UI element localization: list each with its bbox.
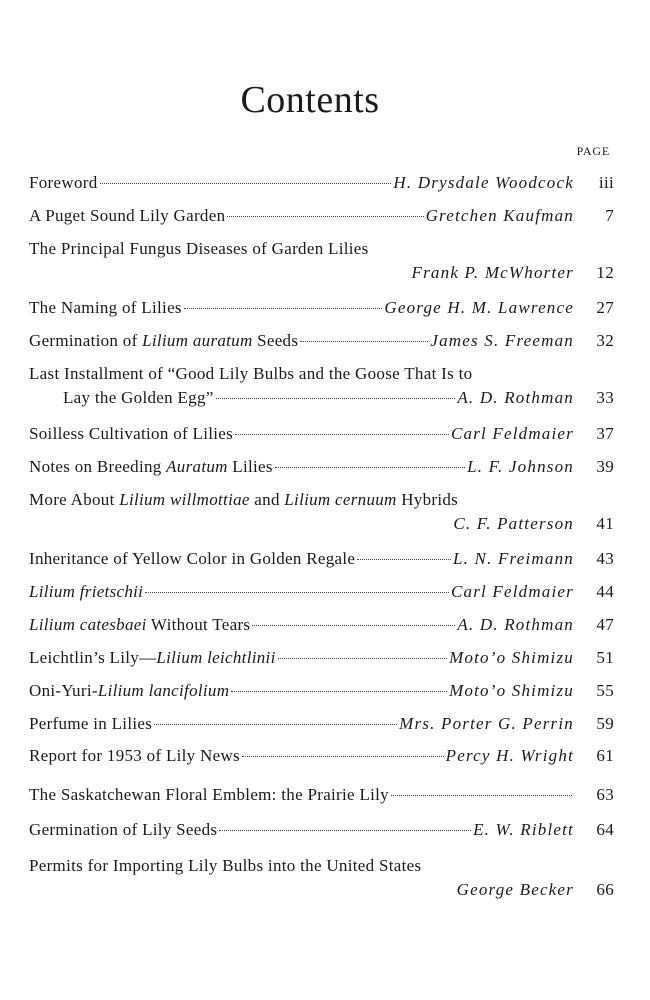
toc-entry — [29, 298, 614, 322]
page-title: Contents — [240, 79, 380, 121]
entry-title: The Principal Fungus Diseases of Garden Lilies — [29, 239, 369, 258]
entry-author: E. W. Riblett — [473, 820, 574, 839]
toc-entry — [29, 490, 614, 538]
entry-author: Mrs. Porter G. Perrin — [399, 714, 574, 733]
entry-author: A. D. Rothman — [457, 388, 574, 407]
entry-page: 33 — [596, 388, 614, 407]
entry-title: Last Installment of “Good Lily Bulbs and the Goose That Is to — [29, 364, 473, 383]
dot-leader — [216, 398, 456, 399]
dot-leader — [145, 592, 449, 593]
toc-entry — [29, 206, 614, 230]
entry-author: C. F. Patterson — [453, 514, 574, 533]
entry-title: Leichtlin’s Lily—Lilium leichtlinii — [29, 648, 276, 667]
entry-author: A. D. Rothman — [457, 615, 574, 634]
toc-entry — [29, 457, 614, 481]
entry-page: 37 — [596, 424, 614, 443]
entry-page: 55 — [596, 681, 614, 700]
entry-page: 43 — [596, 549, 614, 568]
entry-page: 41 — [596, 514, 614, 533]
entry-title: Report for 1953 of Lily News — [29, 746, 240, 765]
dot-leader — [219, 830, 471, 831]
dot-leader — [278, 658, 447, 659]
entry-author: Carl Feldmaier — [450, 582, 574, 601]
entry-page: 39 — [596, 457, 614, 476]
dot-leader — [100, 183, 392, 184]
toc-entry — [29, 648, 614, 672]
entry-author: Gretchen Kaufman — [425, 206, 574, 225]
entry-title: Germination of Lilium auratum Seeds — [29, 331, 299, 350]
entry-title: A Puget Sound Lily Garden — [29, 206, 226, 225]
toc-entry — [29, 582, 614, 606]
entry-page: iii — [598, 173, 614, 192]
entry-page: 12 — [596, 263, 614, 282]
entry-page: 44 — [596, 582, 614, 601]
dot-leader — [357, 559, 451, 560]
entry-title: Permits for Importing Lily Bulbs into the United States — [29, 856, 422, 875]
toc-entry — [29, 173, 614, 197]
toc-entry — [29, 239, 614, 287]
dot-leader — [227, 216, 423, 217]
entry-author: Frank P. McWhorter — [411, 263, 574, 282]
entry-author: Carl Feldmaier — [450, 424, 574, 443]
entry-title: The Saskatchewan Floral Emblem: the Prairie Lily — [29, 785, 389, 804]
dot-leader — [235, 434, 449, 435]
dot-leader — [300, 341, 428, 342]
entry-title: The Naming of Lilies — [29, 298, 182, 317]
entry-author: L. F. Johnson — [467, 457, 574, 476]
entry-page: 47 — [596, 615, 614, 634]
entry-title-continued: Lay the Golden Egg” — [63, 388, 214, 407]
page-column-header: PAGE — [576, 144, 610, 158]
dot-leader — [184, 308, 383, 309]
entry-author: Moto’o Shimizu — [449, 681, 574, 700]
entry-author: James S. Freeman — [430, 331, 574, 350]
entry-author: George Becker — [456, 880, 574, 899]
entry-title: Foreword — [29, 173, 98, 192]
entry-page: 61 — [596, 746, 614, 765]
entry-author: George H. M. Lawrence — [384, 298, 574, 317]
entry-page: 51 — [596, 648, 614, 667]
toc-entry — [29, 820, 614, 844]
entry-title: Lilium frietschii — [29, 582, 144, 601]
toc-entry — [29, 331, 614, 355]
entry-title: Notes on Breeding Auratum Lilies — [29, 457, 273, 476]
entry-page: 32 — [596, 331, 614, 350]
toc-entry — [29, 714, 614, 738]
entry-title: Lilium catesbaei Without Tears — [29, 615, 251, 634]
dot-leader — [252, 625, 455, 626]
dot-leader — [231, 691, 447, 692]
entry-author: H. Drysdale Woodcock — [393, 173, 574, 192]
toc-entry — [29, 424, 614, 448]
entry-title: Inheritance of Yellow Color in Golden Regale — [29, 549, 356, 568]
dot-leader — [242, 756, 444, 757]
toc-entry — [29, 785, 614, 809]
entry-title: Oni-Yuri-Lilium lancifolium — [29, 681, 230, 700]
toc-entry — [29, 681, 614, 705]
entry-page: 64 — [596, 820, 614, 839]
entry-title: Germination of Lily Seeds — [29, 820, 218, 839]
toc-entry — [29, 856, 614, 904]
dot-leader — [391, 795, 572, 796]
toc-entry — [29, 746, 614, 770]
entry-title: Soilless Cultivation of Lilies — [29, 424, 234, 443]
toc-entry — [29, 549, 614, 573]
entry-author: Moto’o Shimizu — [449, 648, 574, 667]
entry-page: 7 — [605, 206, 614, 225]
toc-entry — [29, 615, 614, 639]
entry-title: Perfume in Lilies — [29, 714, 153, 733]
entry-page: 66 — [596, 880, 614, 899]
dot-leader — [154, 724, 397, 725]
entry-page: 27 — [596, 298, 614, 317]
entry-page: 59 — [596, 714, 614, 733]
dot-leader — [275, 467, 465, 468]
entry-page: 63 — [596, 785, 614, 804]
entry-author: L. N. Freimann — [452, 549, 574, 568]
toc-entry — [29, 364, 614, 412]
entry-title: More About Lilium willmottiae and Lilium cernuum Hybrids — [29, 490, 459, 509]
entry-author: Percy H. Wright — [445, 746, 574, 765]
